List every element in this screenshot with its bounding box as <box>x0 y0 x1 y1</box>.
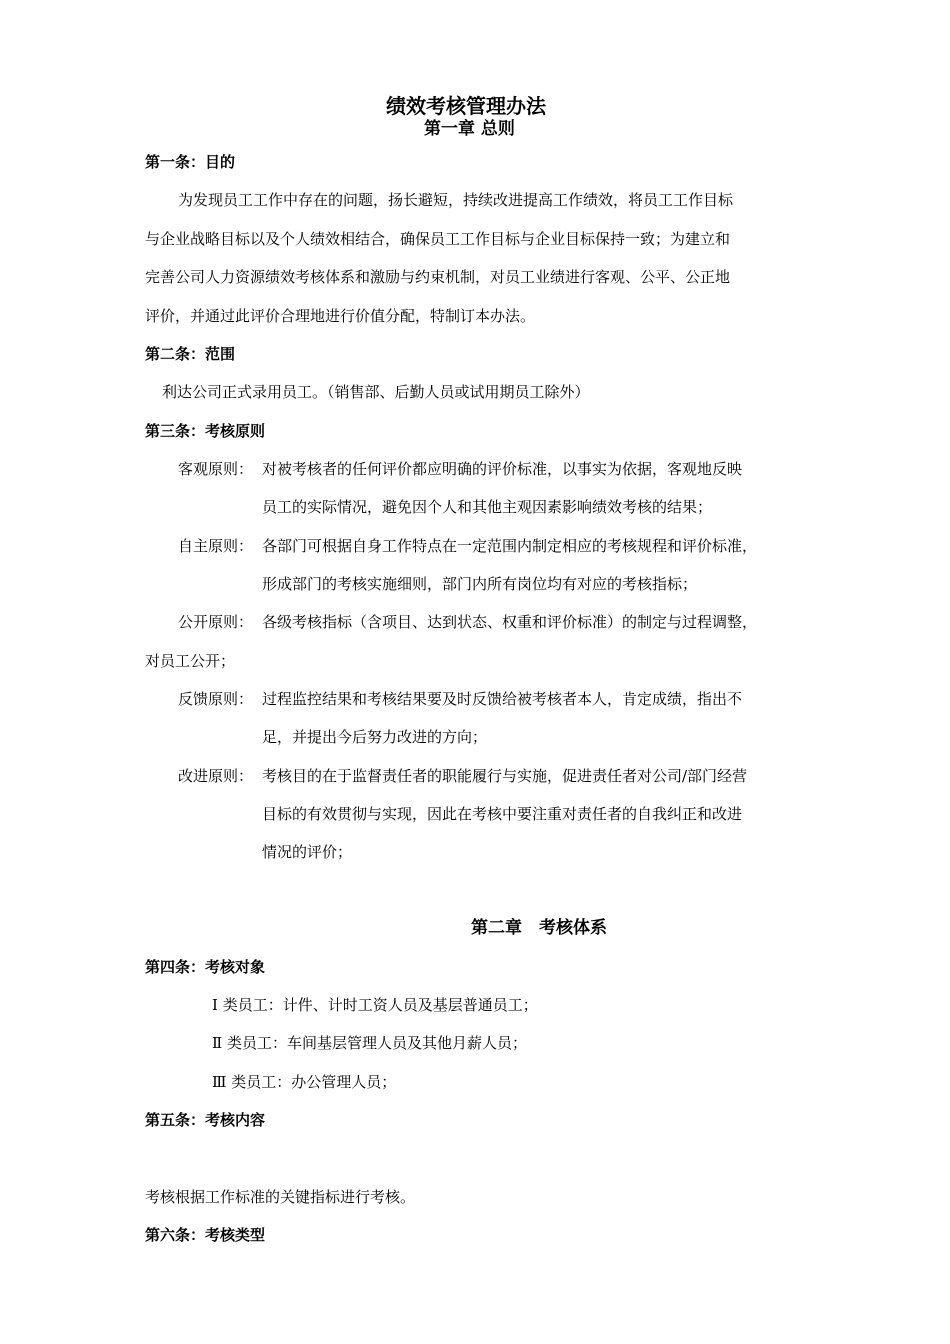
article-2-text: 利达公司正式录用员工。（销售部、后勤人员或试用期员工除外） <box>162 383 590 401</box>
article-1-line-2: 与企业战略目标以及个人绩效相结合，确保员工工作目标与企业目标保持一致；为建立和 <box>145 230 731 248</box>
article-1-line-4: 评价，并通过此评价合理地进行价值分配，特制订本办法。 <box>145 307 536 325</box>
principle-openness-line-1: 各级考核指标（含项目、达到状态、权重和评价标准）的制定与过程调整， <box>262 613 758 631</box>
principle-label-objective: 客观原则： <box>178 460 254 478</box>
principle-openness-line-2: 对员工公开； <box>145 652 236 670</box>
principle-label-autonomy: 自主原则： <box>178 537 254 555</box>
chapter-2-heading: 第二章 考核体系 <box>471 918 607 938</box>
article-4-heading: 第四条：考核对象 <box>145 958 266 976</box>
principle-feedback-line-1: 过程监控结果和考核结果要及时反馈给被考核者本人，肯定成绩，指出不 <box>262 690 743 708</box>
chapter-1-heading: 第一章 总则 <box>424 119 515 139</box>
employee-class-2: Ⅱ 类员工：车间基层管理人员及其他月薪人员； <box>212 1034 527 1052</box>
principle-label-feedback: 反馈原则： <box>178 690 254 708</box>
principle-label-improvement: 改进原则： <box>178 767 254 785</box>
principle-label-openness: 公开原则： <box>178 613 254 631</box>
article-1-line-3: 完善公司人力资源绩效考核体系和激励与约束机制，对员工业绩进行客观、公平、公正地 <box>145 268 731 286</box>
article-6-heading: 第六条：考核类型 <box>145 1226 266 1244</box>
principle-improvement-line-1: 考核目的在于监督责任者的职能履行与实施，促进责任者对公司/部门经营 <box>262 767 748 785</box>
principle-improvement-line-3: 情况的评价； <box>262 843 353 861</box>
principle-autonomy-line-1: 各部门可根据自身工作特点在一定范围内制定相应的考核规程和评价标准， <box>262 537 758 555</box>
article-2-heading: 第二条：范围 <box>145 345 236 363</box>
article-1-heading: 第一条：目的 <box>145 153 236 171</box>
principle-improvement-line-2: 目标的有效贯彻与实现，因此在考核中要注重对责任者的自我纠正和改进 <box>262 805 743 823</box>
article-1-line-1: 为发现员工工作中存在的问题，扬长避短，持续改进提高工作绩效，将员工工作目标 <box>178 191 734 209</box>
principle-objective-line-2: 员工的实际情况，避免因个人和其他主观因素影响绩效考核的结果； <box>262 498 713 516</box>
article-5-text: 考核根据工作标准的关键指标进行考核。 <box>145 1188 416 1206</box>
employee-class-1: Ⅰ 类员工：计件、计时工资人员及基层普通员工； <box>212 996 538 1014</box>
principle-autonomy-line-2: 形成部门的考核实施细则，部门内所有岗位均有对应的考核指标； <box>262 575 698 593</box>
employee-class-3: Ⅲ 类员工：办公管理人员； <box>212 1073 397 1091</box>
article-5-heading: 第五条：考核内容 <box>145 1111 266 1129</box>
principle-feedback-line-2: 足，并提出今后努力改进的方向； <box>262 728 488 746</box>
principle-objective-line-1: 对被考核者的任何评价都应明确的评价标准，以事实为依据，客观地反映 <box>262 460 743 478</box>
document-title: 绩效考核管理办法 <box>386 94 546 118</box>
article-3-heading: 第三条：考核原则 <box>145 422 266 440</box>
